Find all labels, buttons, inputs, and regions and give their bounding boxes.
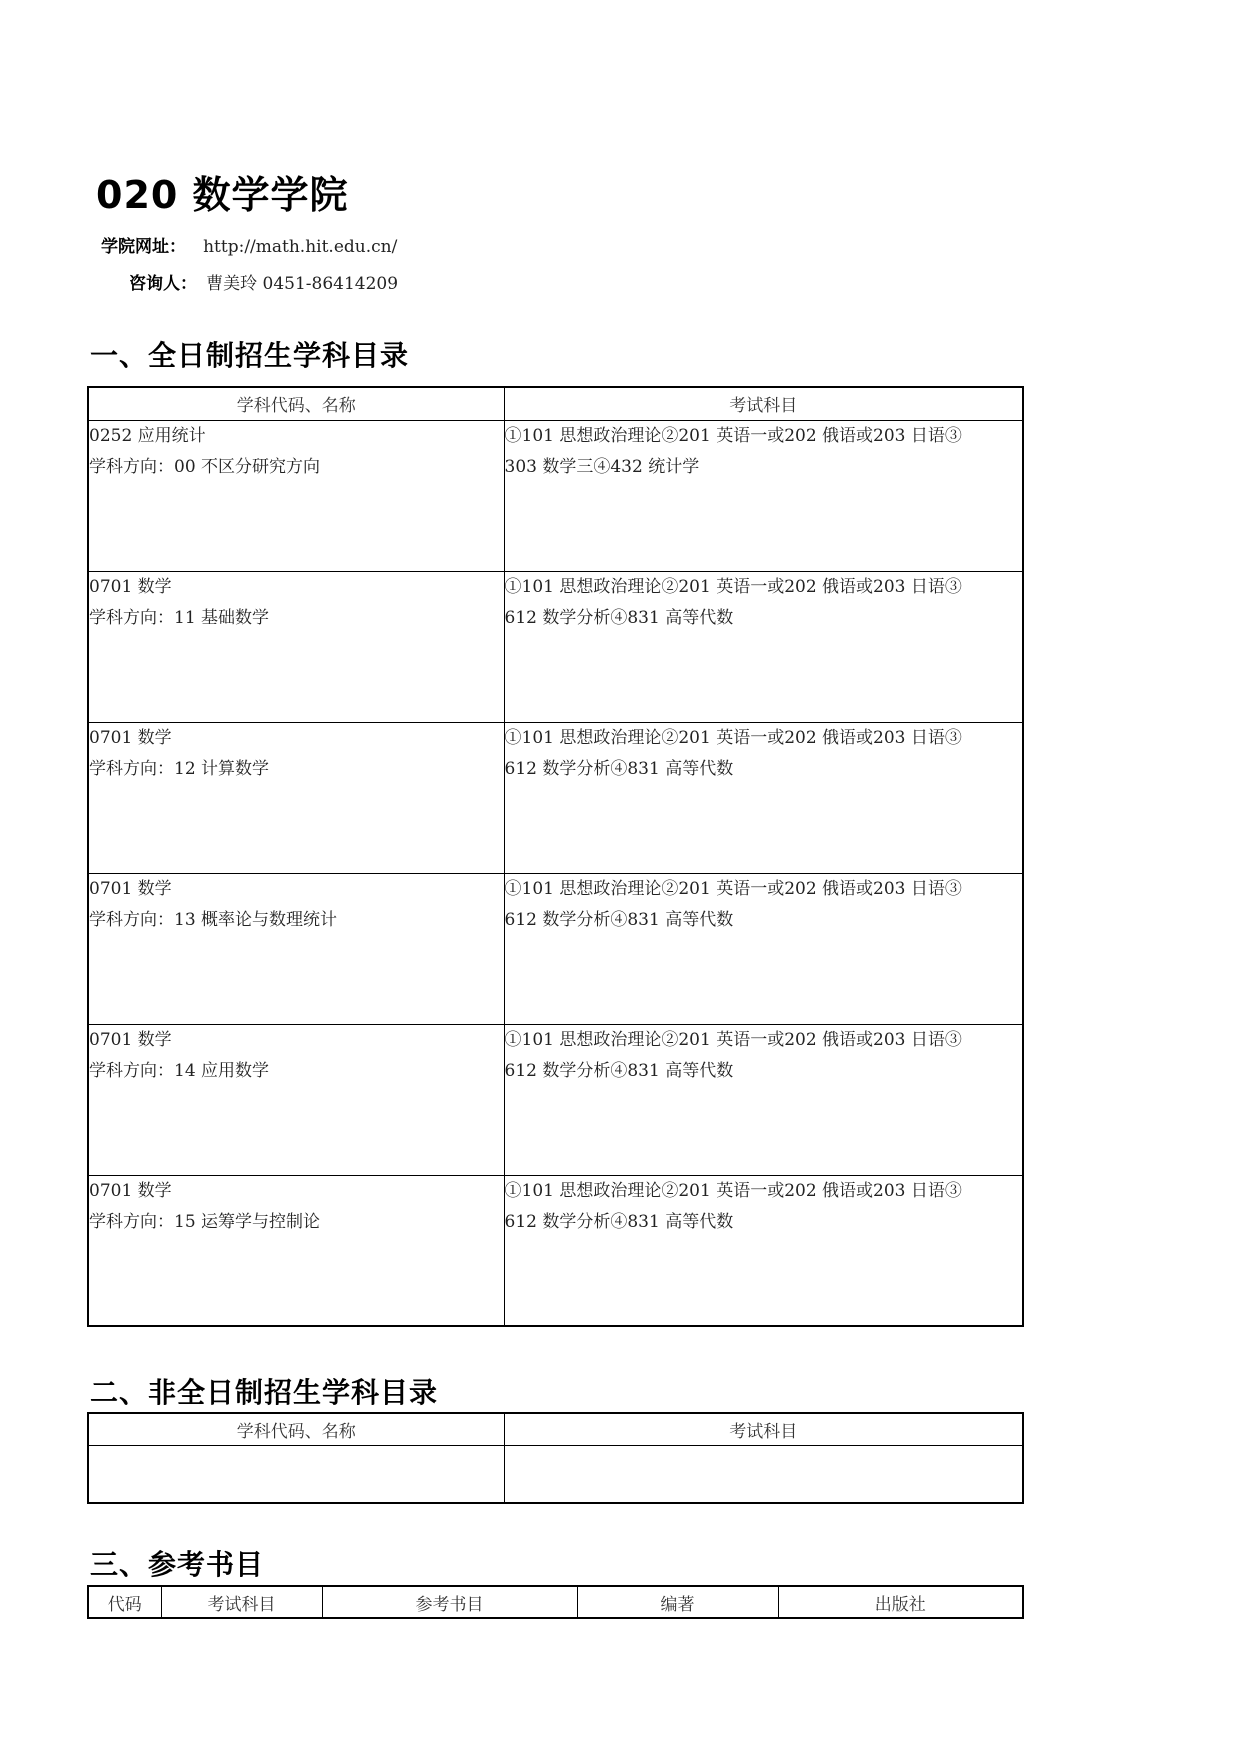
website-label: 学院网址： [101, 237, 186, 257]
column-header: 代码 [88, 1586, 161, 1618]
exam-subjects-cell [504, 571, 1023, 722]
table-row [88, 1175, 1023, 1326]
empty-cell [504, 1445, 1023, 1503]
exam-subjects-line: ①101 思想政治理论②201 英语一或202 俄语或203 日语③ [504, 878, 962, 899]
discipline-code-name: 0701 数学 [89, 1180, 172, 1201]
column-header: 学科代码、名称 [88, 387, 504, 420]
discipline-cell [88, 571, 504, 722]
contact-label: 咨询人： [129, 274, 197, 294]
exam-subjects-line: ①101 思想政治理论②201 英语一或202 俄语或203 日语③ [504, 425, 962, 446]
discipline-cell [88, 420, 504, 571]
discipline-direction: 学科方向：15 运筹学与控制论 [89, 1211, 321, 1232]
empty-cell [88, 1445, 504, 1503]
discipline-code-name: 0701 数学 [89, 727, 172, 748]
column-header: 编著 [577, 1586, 778, 1618]
discipline-direction: 学科方向：12 计算数学 [89, 758, 270, 779]
exam-subjects-line: ①101 思想政治理论②201 英语一或202 俄语或203 日语③ [504, 727, 962, 748]
table-row [88, 1024, 1023, 1175]
exam-subjects-line: ①101 思想政治理论②201 英语一或202 俄语或203 日语③ [504, 576, 962, 597]
discipline-direction: 学科方向：11 基础数学 [89, 607, 270, 628]
table-header-row [88, 387, 1023, 420]
exam-subjects-line: 612 数学分析④831 高等代数 [504, 1060, 734, 1081]
discipline-cell [88, 722, 504, 873]
table-row-empty [88, 1445, 1023, 1503]
exam-subjects-line: 612 数学分析④831 高等代数 [504, 607, 734, 628]
column-header: 考试科目 [504, 387, 1023, 420]
discipline-cell [88, 1024, 504, 1175]
exam-subjects-cell [504, 1175, 1023, 1326]
exam-subjects-line: 303 数学三④432 统计学 [504, 456, 700, 477]
table-row [88, 571, 1023, 722]
exam-subjects-cell [504, 722, 1023, 873]
table-header-row [88, 1413, 1023, 1445]
table-row [88, 420, 1023, 571]
table-header-row [88, 1586, 1023, 1618]
discipline-code-name: 0701 数学 [89, 1029, 172, 1050]
contact-value: 曹美玲 0451-86414209 [206, 274, 399, 294]
website-link[interactable]: http://math.hit.edu.cn/ [203, 237, 398, 257]
contact-row [129, 269, 398, 294]
section-heading-parttime: 二、非全日制招生学科目录 [90, 1376, 439, 1409]
exam-subjects-line: 612 数学分析④831 高等代数 [504, 909, 734, 930]
discipline-direction: 学科方向：14 应用数学 [89, 1060, 270, 1081]
discipline-code-name: 0252 应用统计 [89, 425, 206, 446]
column-header: 学科代码、名称 [88, 1413, 504, 1445]
reference-books-table [87, 1585, 1024, 1619]
website-row [101, 232, 397, 257]
table-row [88, 722, 1023, 873]
exam-subjects-line: 612 数学分析④831 高等代数 [504, 758, 734, 779]
section-heading-references: 三、参考书目 [90, 1548, 265, 1581]
exam-subjects-line: 612 数学分析④831 高等代数 [504, 1211, 734, 1232]
discipline-direction: 学科方向：13 概率论与数理统计 [89, 909, 338, 930]
fulltime-catalog-table [87, 386, 1024, 1327]
discipline-code-name: 0701 数学 [89, 576, 172, 597]
exam-subjects-cell [504, 1024, 1023, 1175]
discipline-direction: 学科方向：00 不区分研究方向 [89, 456, 321, 477]
section-heading-fulltime: 一、全日制招生学科目录 [90, 339, 410, 372]
column-header: 出版社 [778, 1586, 1023, 1618]
exam-subjects-cell [504, 873, 1023, 1024]
page-title: 020 数学学院 [96, 173, 349, 217]
column-header: 参考书目 [322, 1586, 577, 1618]
exam-subjects-cell [504, 420, 1023, 571]
parttime-catalog-table [87, 1412, 1024, 1504]
exam-subjects-line: ①101 思想政治理论②201 英语一或202 俄语或203 日语③ [504, 1029, 962, 1050]
exam-subjects-line: ①101 思想政治理论②201 英语一或202 俄语或203 日语③ [504, 1180, 962, 1201]
table-row [88, 873, 1023, 1024]
discipline-code-name: 0701 数学 [89, 878, 172, 899]
column-header: 考试科目 [161, 1586, 322, 1618]
discipline-cell [88, 873, 504, 1024]
discipline-cell [88, 1175, 504, 1326]
column-header: 考试科目 [504, 1413, 1023, 1445]
